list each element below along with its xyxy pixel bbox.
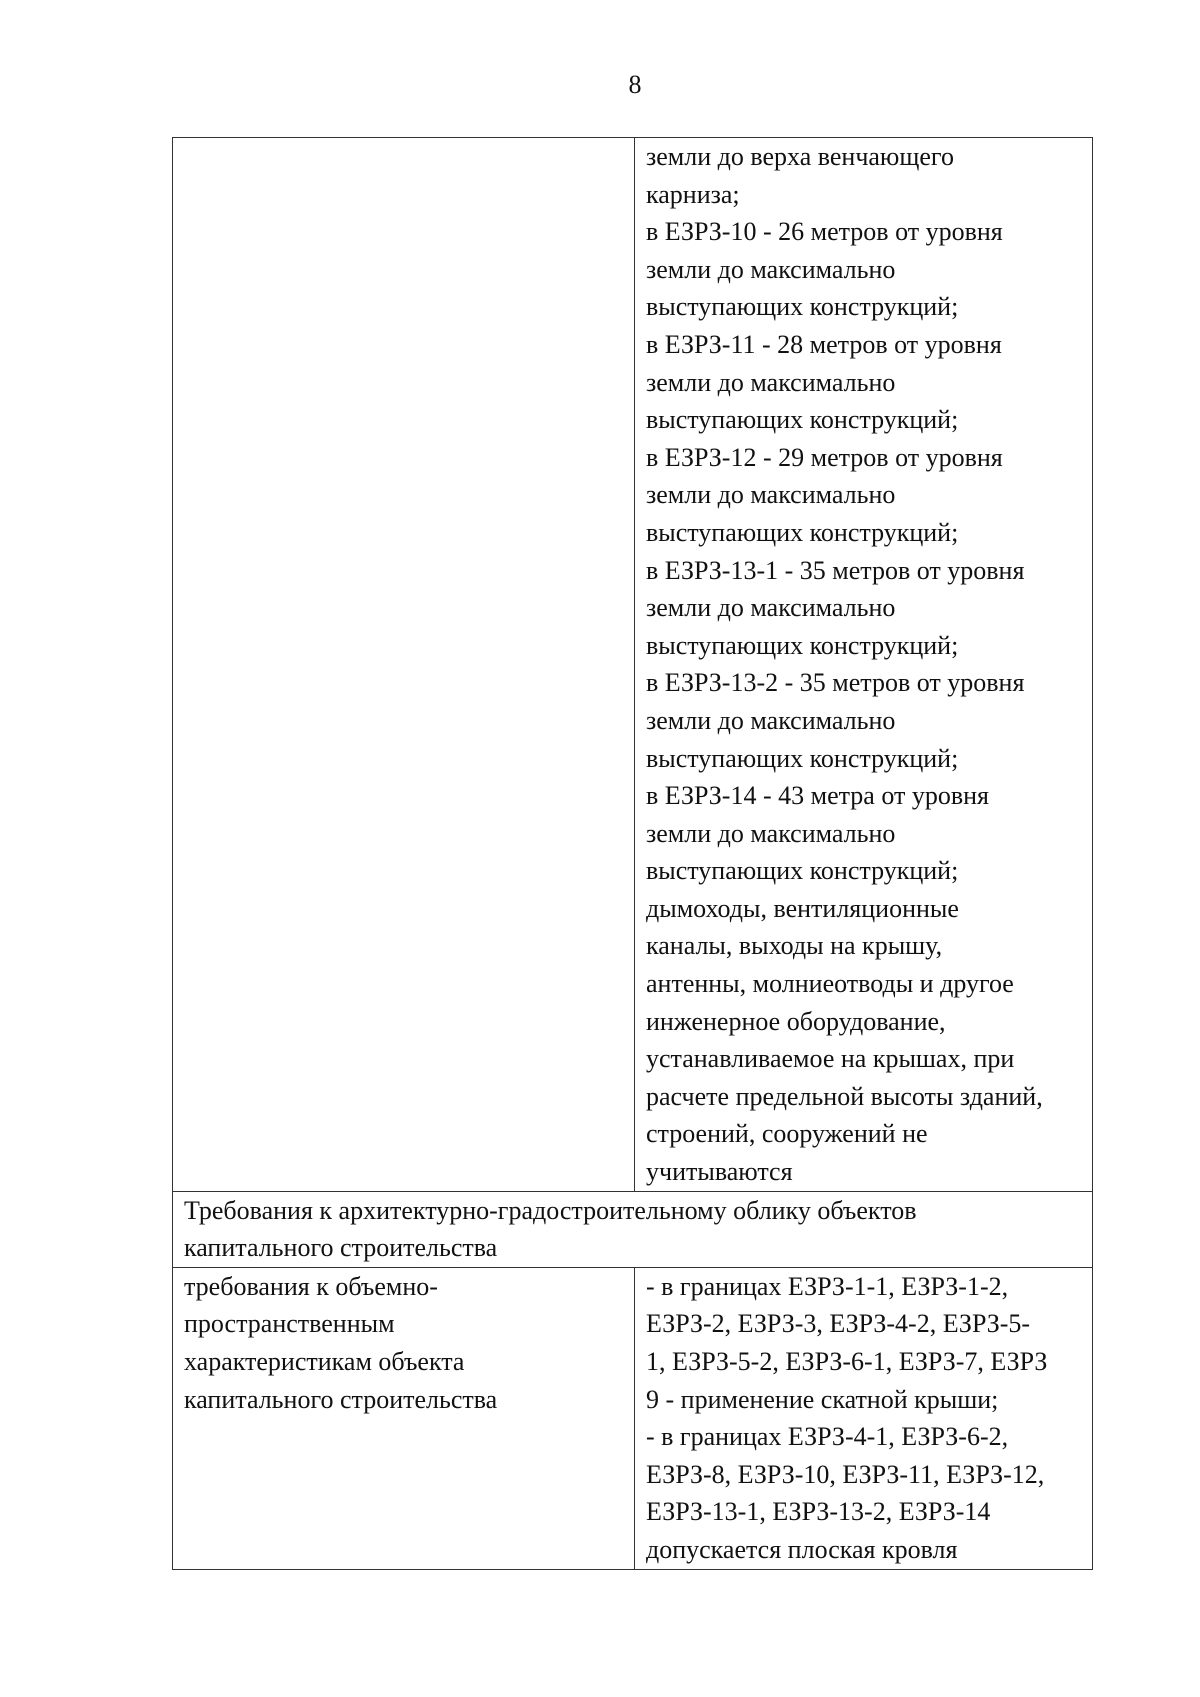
text-line: устанавливаемое на крышах, при [646,1044,1015,1074]
table-section-header [173,1191,1093,1267]
text-line: в ЕЗРЗ-13-1 - 35 метров от уровня [646,555,1025,585]
text-line: капитального строительства [184,1233,498,1263]
text-line: расчете предельной высоты зданий, [646,1081,1043,1111]
text-line: пространственным [184,1309,395,1339]
text-line: характеристикам объекта [184,1347,465,1376]
text-line: ЕЗРЗ-2, ЕЗРЗ-3, ЕЗРЗ-4-2, ЕЗРЗ-5- [646,1309,1031,1339]
text-line: 1, ЕЗРЗ-5-2, ЕЗРЗ-6-1, ЕЗРЗ-7, ЕЗРЗ [646,1347,1048,1376]
text-line: земли до максимально [646,480,896,510]
text-line: земли до максимально [646,254,896,284]
table-row [173,1267,1093,1569]
text-line: строений, сооружений не [646,1119,928,1149]
text-line: выступающих конструкций; [646,405,959,435]
text-line: земли до максимально [646,705,896,735]
text-line: требования к объемно- [184,1271,438,1301]
requirements-table [172,137,1093,1570]
text-line: инженерное оборудование, [646,1006,946,1036]
text-line: карниза; [646,179,740,209]
text-line: выступающих конструкций; [646,517,959,547]
text-line: земли до максимально [646,593,896,623]
text-line: учитываются [646,1157,793,1187]
text-line: земли до верха венчающего [646,142,954,171]
table-row [173,1191,1093,1267]
text-line: земли до максимально [646,818,896,848]
text-line: в ЕЗРЗ-13-2 - 35 метров от уровня [646,668,1025,698]
text-line: в ЕЗРЗ-10 - 26 метров от уровня [646,217,1003,247]
table-row [173,138,1093,1192]
text-line: выступающих конструкций; [646,292,959,322]
text-line: выступающих конструкций; [646,856,959,886]
text-line: каналы, выходы на крышу, [646,931,943,961]
table-cell-requirement-name [173,1267,635,1569]
text-line: в ЕЗРЗ-11 - 28 метров от уровня [646,329,1002,359]
page-number: 8 [628,70,642,99]
text-line: дымоходы, вентиляционные [646,893,959,923]
text-line: Требования к архитектурно-градостроительному облику объектов [184,1195,917,1225]
table-cell-empty [173,138,635,1192]
text-line: в ЕЗРЗ-14 - 43 метра от уровня [646,781,990,811]
text-line: допускается плоская кровля [646,1534,958,1564]
text-line: ЕЗРЗ-13-1, ЕЗРЗ-13-2, ЕЗРЗ-14 [646,1497,991,1527]
text-line: 9 - применение скатной крыши; [646,1384,999,1414]
table-cell-height-limits [635,138,1093,1192]
text-line: капитального строительства [184,1384,498,1414]
text-line: - в границах ЕЗРЗ-4-1, ЕЗРЗ-6-2, [646,1422,1009,1452]
text-line: земли до максимально [646,367,896,397]
text-line: - в границах ЕЗРЗ-1-1, ЕЗРЗ-1-2, [646,1271,1009,1301]
text-line: антенны, молниеотводы и другое [646,969,1014,999]
text-line: в ЕЗРЗ-12 - 29 метров от уровня [646,442,1003,472]
text-line: выступающих конструкций; [646,630,959,660]
text-line: выступающих конструкций; [646,743,959,773]
table-cell-roof-requirements [635,1267,1093,1569]
text-line: ЕЗРЗ-8, ЕЗРЗ-10, ЕЗРЗ-11, ЕЗРЗ-12, [646,1459,1045,1489]
